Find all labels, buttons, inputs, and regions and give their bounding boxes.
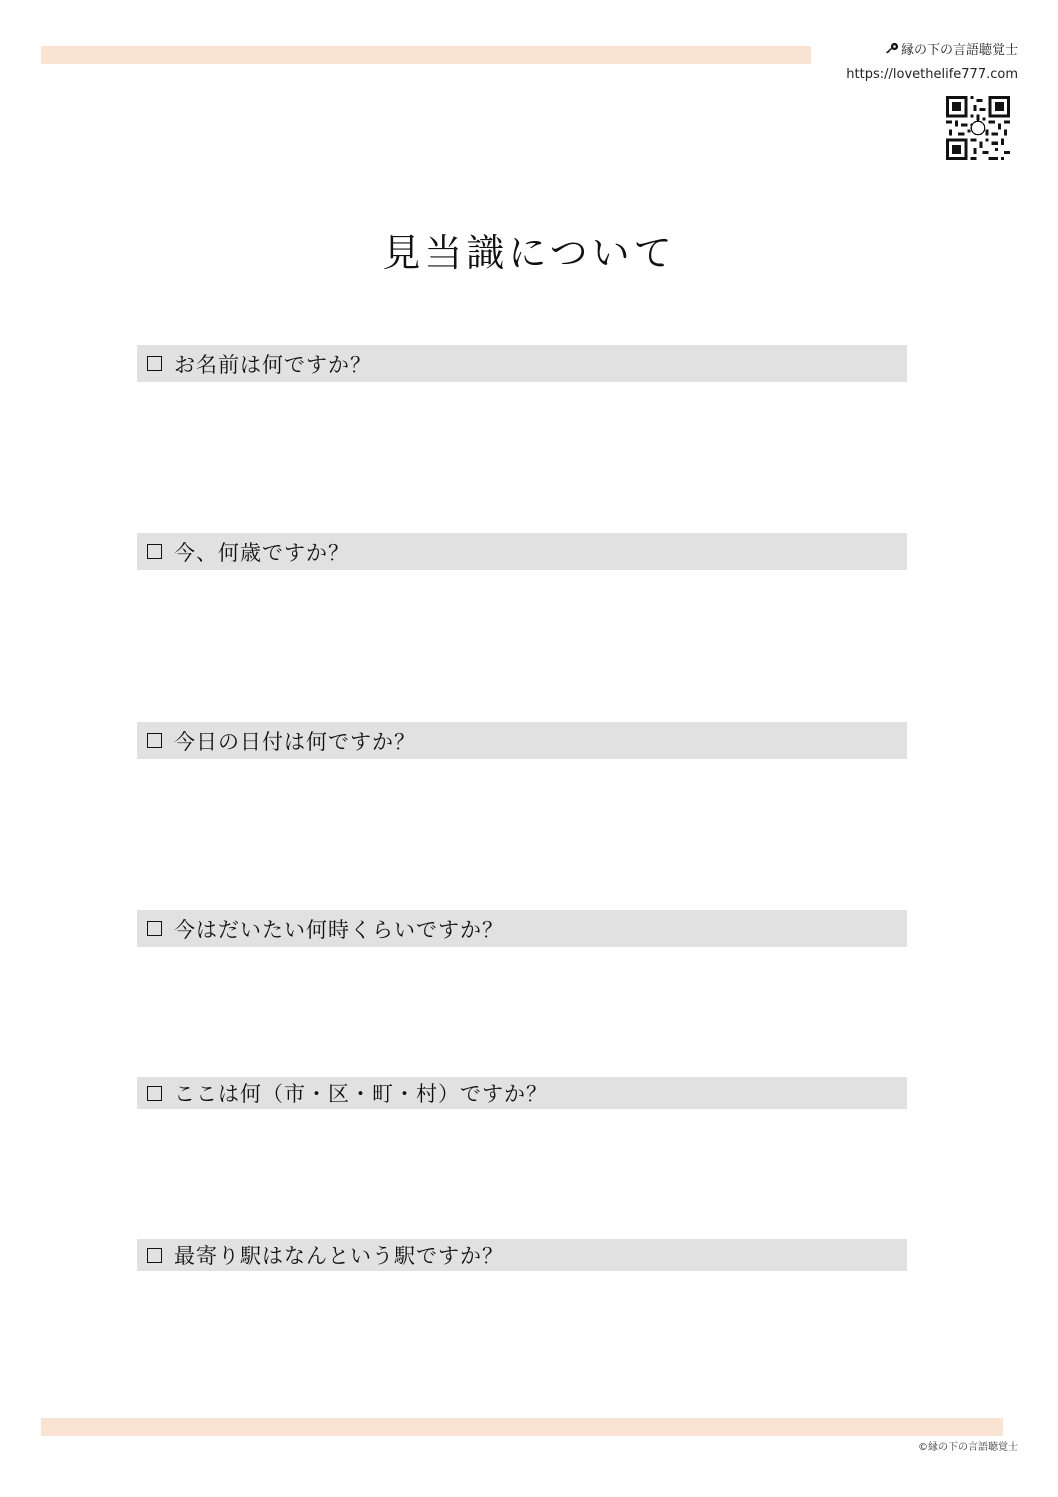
question-text: ここは何（市・区・町・村）ですか？ [174, 1082, 548, 1106]
question-text: 今はだいたい何時くらいですか？ [174, 917, 504, 942]
checkbox[interactable] [147, 733, 162, 748]
brand-name-text: 縁の下の言語聴覚士 [900, 43, 1018, 58]
question-6 [137, 1239, 907, 1271]
question-2 [137, 533, 907, 570]
copyright: ©縁の下の言語聴覚士 [918, 1442, 1018, 1453]
question-3 [137, 722, 907, 759]
checkbox[interactable] [147, 921, 162, 936]
question-1 [137, 345, 907, 382]
checkbox[interactable] [147, 544, 162, 559]
qr-code [946, 96, 1010, 160]
question-text: お名前は何ですか？ [174, 352, 372, 377]
page-title: 見当識について [382, 231, 676, 276]
checkbox[interactable] [147, 1248, 162, 1263]
question-4 [137, 910, 907, 947]
brand-name [846, 42, 1018, 60]
question-text: 最寄り駅はなんという駅ですか？ [174, 1244, 504, 1268]
checkbox[interactable] [147, 356, 162, 371]
site-url[interactable]: https://lovethelife777.com [846, 67, 1018, 82]
checkbox[interactable] [147, 1086, 162, 1101]
question-text: 今日の日付は何ですか？ [174, 729, 416, 754]
question-5 [137, 1077, 907, 1109]
key-icon [885, 42, 899, 60]
top-accent-band [41, 46, 811, 64]
question-text: 今、何歳ですか？ [174, 540, 350, 565]
brand-block [846, 42, 1018, 84]
bottom-accent-band [41, 1418, 1003, 1436]
